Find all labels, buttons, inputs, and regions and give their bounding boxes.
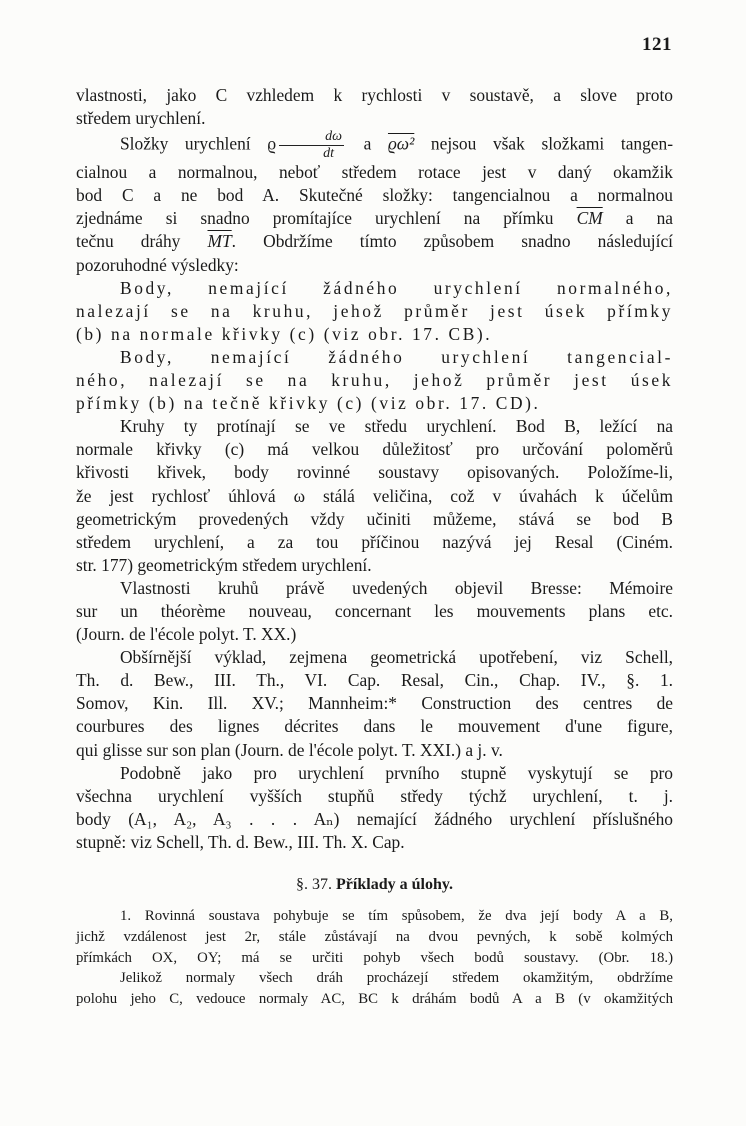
text-line: Vlastnosti kruhů právě uvedených objevil Bresse: Mémoire (120, 577, 673, 598)
text-line: že jest rychlosť úhlová ω stálá veličina, což v úvahách k účelům (76, 485, 673, 506)
text-line: normale křivky (c) má velkou důležitosť pro určování poloměrů (76, 439, 673, 460)
text-line: body (A₁, A₂, A₃ . . . Aₙ) nemající žádného urychlení příslušného (76, 808, 673, 829)
overlined-term: ϱω² (387, 133, 415, 154)
text-line: vlastnosti, jako C vzhledem k rychlosti v soustavě, a slove proto (76, 85, 673, 105)
text-fragment: Složky urychlení ϱ (120, 133, 277, 154)
text-line: nalezají se na kruhu, jehož průměr jest úsek přímky (76, 300, 673, 321)
small-text-line: Jelikož normaly všech dráh procházejí středem okamžitým, obdržíme (120, 970, 673, 987)
text-line: (Journ. de l'école polyt. T. XX.) (76, 624, 297, 645)
text-line (76, 207, 673, 230)
small-text-line: jichž vzdálenost jest 2r, stále zůstávají na dvou pevných, k sobě kolmých (76, 928, 673, 945)
text-fragment: a (346, 133, 388, 154)
text-fragment: . Obdržíme tímto způsobem snadno následující (231, 231, 673, 252)
text-fragment: zjednáme si snadno promítajíce urychlení na přímku (76, 208, 577, 229)
text-line: Podobně jako pro urychlení prvního stupně vyskytují se pro (120, 762, 673, 783)
formula-line (76, 130, 673, 161)
fraction (279, 130, 344, 161)
text-line: qui glisse sur son plan (Journ. de l'école polyt. T. XXI.) a j. v. (76, 739, 503, 760)
text-line: všechna urychlení vyšších stupňů středy týchž urychlení, t. j. (76, 785, 673, 806)
text-line: Obšírnější výklad, zejmena geometrická upotřebení, viz Schell, (120, 647, 673, 668)
text-line: křivosti křivek, body rovinné soustavy opisovaných. Položíme-li, (76, 462, 673, 483)
text-line: Kruhy ty protínají se ve středu urychlení. Bod B, ležící na (120, 416, 673, 437)
text-line: Somov, Kin. Ill. XV.; Mannheim:* Construction des centres de (76, 693, 673, 714)
text-line: Body, nemající žádného urychlení tangencial- (120, 346, 673, 367)
text-line: středem urychlení, a za tou příčinou nazývá jej Resal (Ciném. (76, 531, 673, 552)
small-text-line: 1. Rovinná soustava pohybuje se tím spůsobem, že dva její body A a B, (120, 908, 673, 924)
text-line: Th. d. Bew., III. Th., VI. Cap. Resal, Cin., Chap. IV., §. 1. (76, 670, 673, 691)
text-fragment: nejsou však složkami tangen- (414, 133, 674, 154)
text-line (76, 230, 673, 253)
overlined-term: $\overline{MT}$ (207, 231, 232, 252)
text-line: courbures des lignes décrites dans le mouvement d'une figure, (76, 716, 673, 737)
text-line: cialnou a normalnou, neboť středem rotace jest v daný okamžik (76, 162, 673, 183)
text-line: (b) na normale křivky (c) (viz obr. 17. CB). (76, 323, 493, 344)
text-line: Body, nemající žádného urychlení normalného, (120, 277, 673, 298)
section-title: Příklady a úlohy. (336, 876, 453, 893)
fraction-numerator: dω (279, 130, 344, 146)
small-text-line: polohu jeho C, vedouce normaly AC, BC k dráhám bodů A a B (v okamžitých (76, 991, 673, 1008)
text-line: stupně: viz Schell, Th. d. Bew., III. Th. X. Cap. (76, 831, 405, 852)
fraction-denominator: dt (323, 146, 334, 162)
small-text-line: přímkách OX, OY; má se určiti pohyb všech bodů soustavy. (Obr. 18.) (76, 949, 673, 966)
text-fragment: tečnu dráhy (76, 231, 208, 252)
text-line: bod C a ne bod A. Skutečné složky: tangencialnou a normalnou (76, 185, 673, 206)
text-line: str. 177) geometrickým středem urychlení. (76, 554, 372, 575)
overlined-term: $\overline{CM}$ (576, 208, 603, 229)
text-line: geometrickým provedených vždy učiniti můžeme, stává se bod B (76, 508, 673, 529)
text-line: pozoruhodné výsledky: (76, 254, 239, 275)
section-heading (76, 876, 673, 894)
section-number: §. 37. (296, 876, 333, 893)
text-line: ného, nalezají se na kruhu, jehož průměr jest úsek (76, 370, 673, 391)
text-line: sur un théorème nouveau, concernant les mouvements plans etc. (76, 600, 673, 621)
text-fragment: a na (602, 208, 673, 229)
text-line: středem urychlení. (76, 108, 206, 129)
text-line: přímky (b) na tečně křivky (c) (viz obr. 17. CD). (76, 393, 541, 414)
main-text (76, 84, 673, 1010)
page-number: 121 (642, 34, 672, 55)
